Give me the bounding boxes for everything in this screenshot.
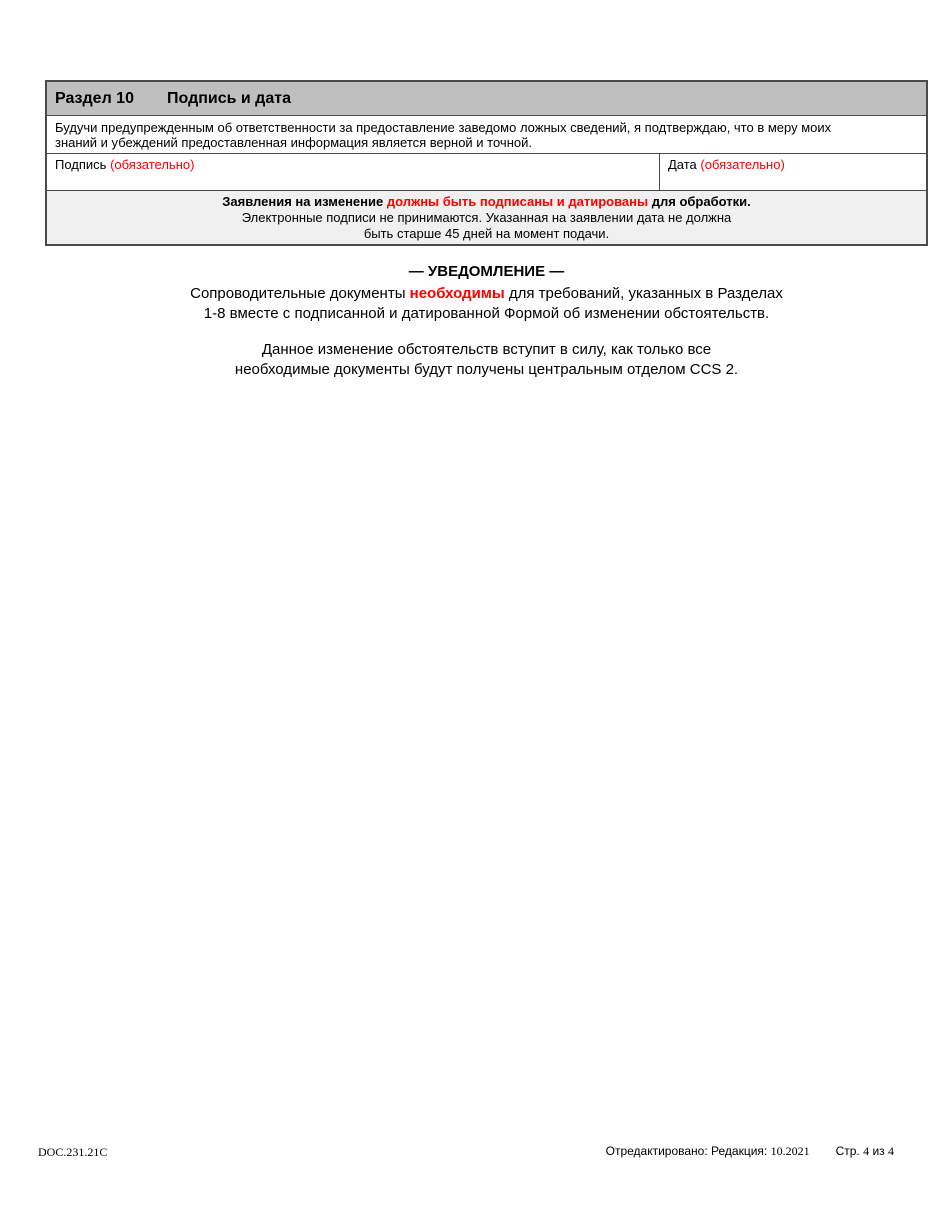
page-label: Стр. [835, 1144, 860, 1158]
signature-label: Подпись [55, 157, 107, 172]
notice-p2-line-1: Данное изменение обстоятельств вступит в силу, как только все [261, 341, 712, 358]
note-part-1: Заявления на изменение [222, 194, 384, 209]
note-red: должны быть подписаны и датированы [386, 194, 649, 209]
section-10-table [45, 80, 928, 246]
notice-p1-red: необходимы [409, 285, 505, 302]
notice-title: — УВЕДОМЛЕНИЕ — [408, 263, 565, 280]
notice-p2-line-2: необходимые документы будут получены центральным отделом CCS 2. [234, 361, 739, 378]
notice-paragraph-2 [45, 340, 928, 380]
signature-required: (обязательно) [110, 157, 195, 172]
date-label: Дата [668, 157, 697, 172]
notice-p1-line-2: 1-8 вместе с подписанной и датированной Формой об изменении обстоятельств. [203, 305, 770, 322]
section-header [47, 82, 926, 116]
attestation-line-1: Будучи предупрежденным об ответственности за предоставление заведомо ложных сведений, я подтверждаю, что в меру моих [55, 120, 832, 135]
signature-note [47, 191, 926, 244]
footer-page [836, 1144, 894, 1159]
notice-p1-part-1: Сопроводительные документы [190, 285, 406, 302]
section-title: Подпись и дата [167, 89, 291, 107]
notice-p1-part-2: для требований, указанных в Разделах [508, 285, 783, 302]
signature-row [47, 154, 926, 191]
notice-block [45, 262, 928, 380]
notice-paragraph-1 [45, 284, 928, 324]
footer-doc-code: DOC.231.21C [38, 1145, 108, 1159]
date-required: (обязательно) [700, 157, 785, 172]
footer-right [606, 1144, 894, 1159]
section-number: Раздел 10 [55, 89, 134, 107]
note-part-2: для обработки. [651, 194, 751, 209]
date-field[interactable] [660, 154, 926, 190]
page-of: из [872, 1144, 885, 1158]
signature-note-line-1 [55, 194, 918, 210]
edited-label: Отредактировано: Редакция: [605, 1144, 768, 1158]
notice-p1-line-1 [45, 284, 928, 304]
signature-note-line-3: быть старше 45 дней на момент подачи. [363, 226, 610, 241]
attestation-text [47, 116, 926, 154]
edition-value: 10.2021 [770, 1144, 810, 1158]
page-current: 4 [863, 1144, 870, 1158]
page-total: 4 [888, 1144, 894, 1158]
signature-note-line-2: Электронные подписи не принимаются. Указанная на заявлении дата не должна [241, 210, 732, 225]
footer-edition [606, 1144, 810, 1159]
attestation-line-2: знаний и убеждений предоставленная информация является верной и точной. [55, 135, 532, 150]
signature-field[interactable] [47, 154, 660, 190]
